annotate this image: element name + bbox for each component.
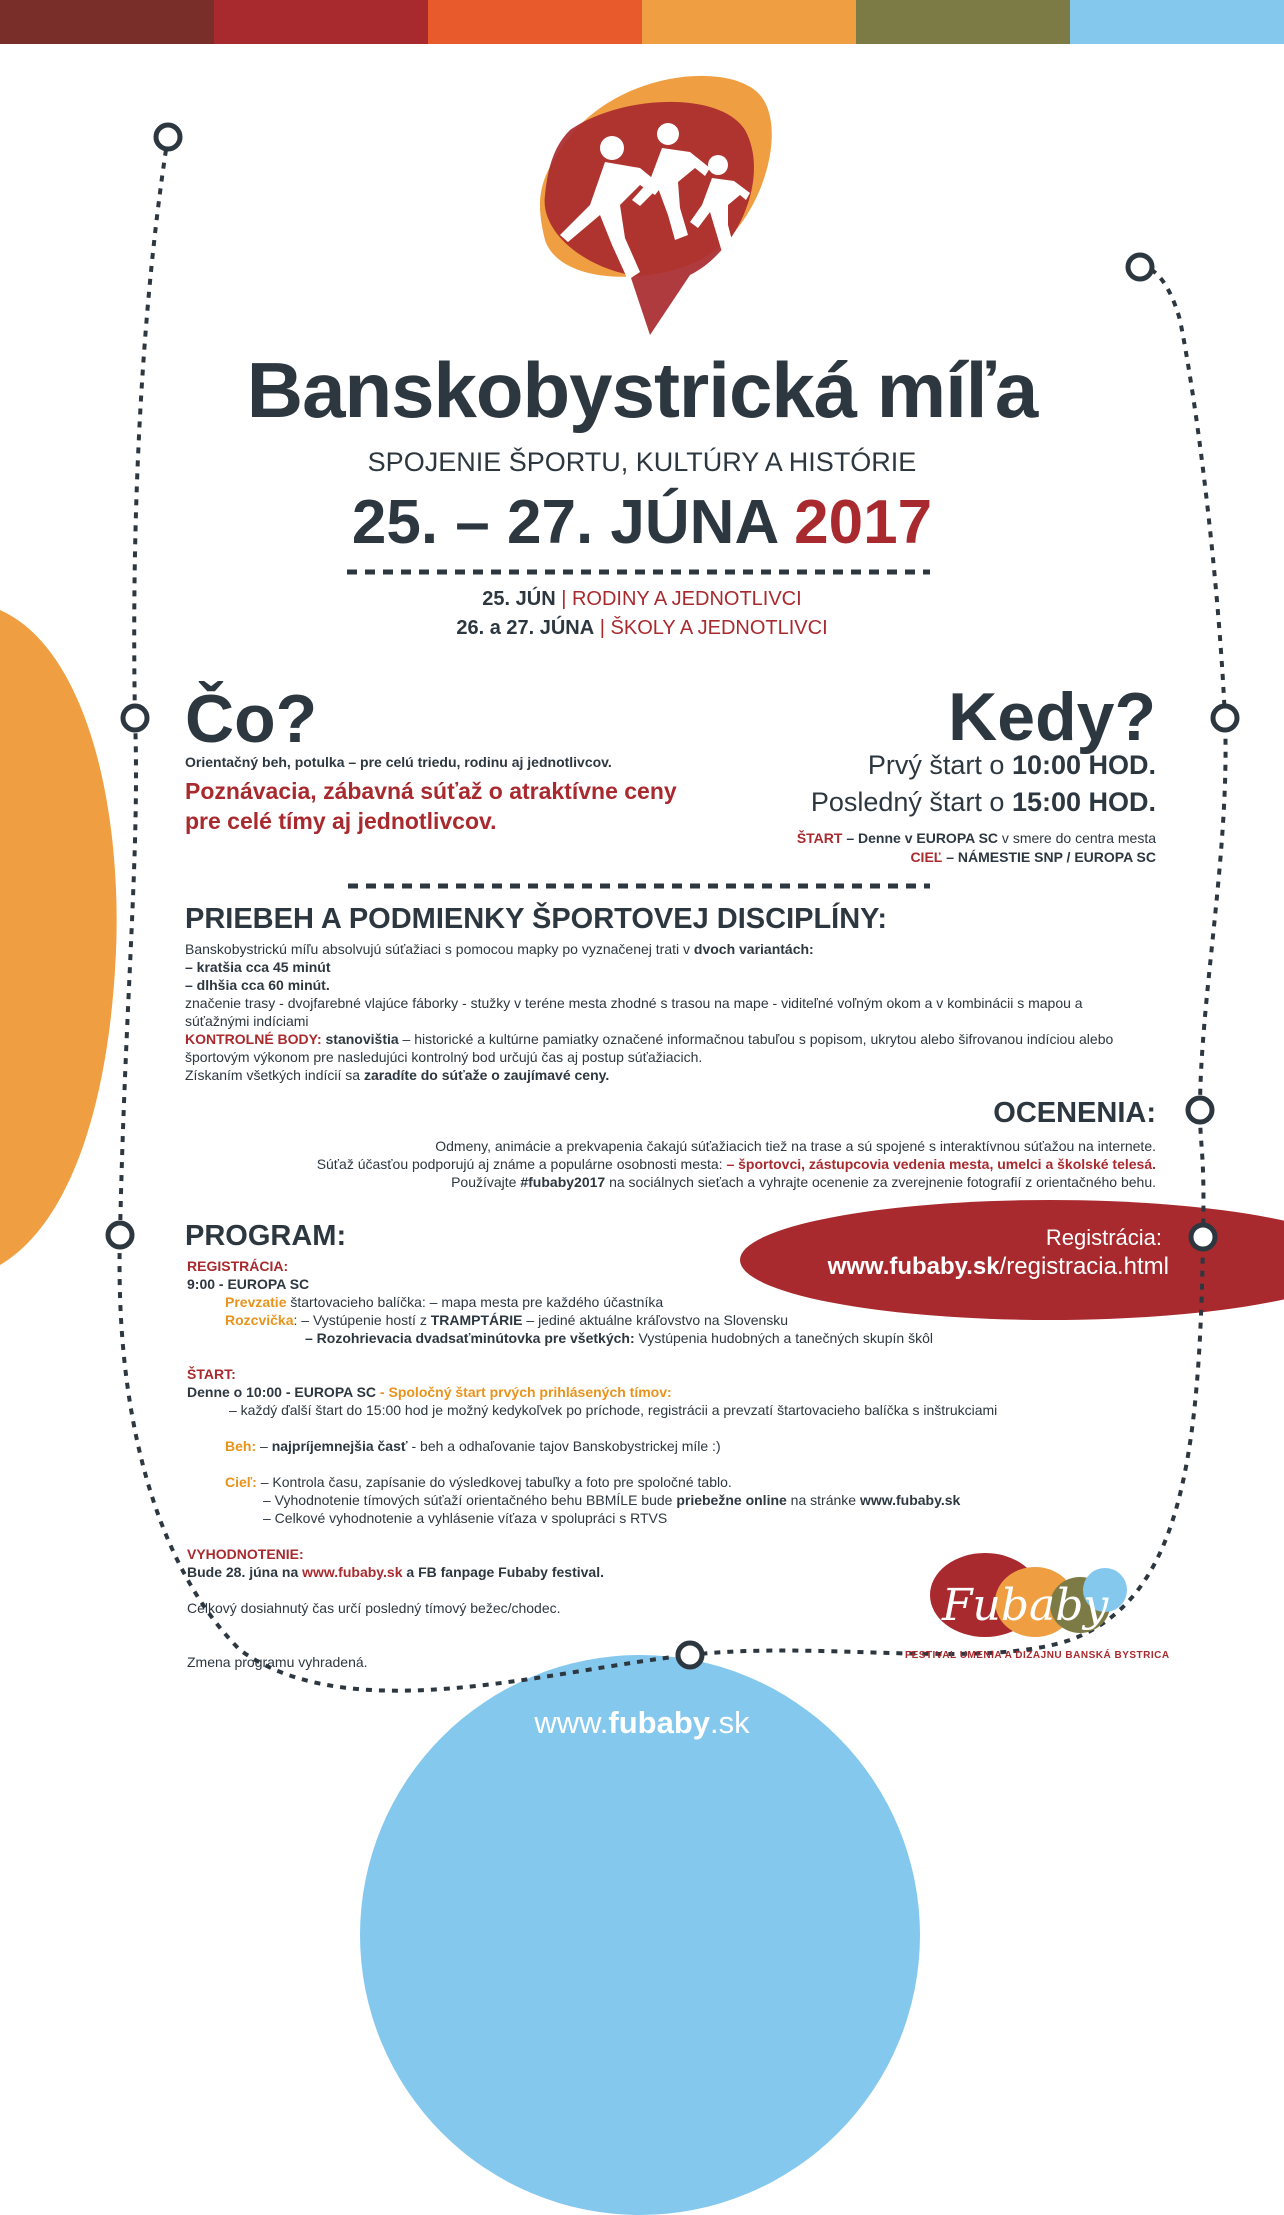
co-line-1: Orientačný beh, potulka – pre celú triedu, rodinu aj jednotlivcov. — [185, 754, 612, 770]
program-ciel-2: – Vyhodnotenie tímových súťaží orientačného behu BBMÍLE bude priebežne online na stránke www.fubaby.sk — [263, 1492, 961, 1508]
first-start — [868, 750, 1156, 781]
program-heading: PROGRAM: — [185, 1220, 347, 1252]
start-location — [797, 830, 1156, 846]
last-start-time: 15:00 HOD. — [1011, 787, 1156, 817]
ocenenia-heading: OCENENIA: — [993, 1097, 1156, 1129]
day-2-label: | ŠKOLY A JEDNOTLIVCI — [599, 617, 828, 639]
ocenenia-body — [156, 1137, 1156, 1191]
route-node-1 — [156, 125, 180, 149]
dates-range: 25. – 27. JÚNA — [351, 488, 777, 557]
route-node-6 — [108, 1223, 132, 1247]
program-beh: Beh: – najpríjemnejšia časť - beh a odhaľovanie tajov Banskobystrickej míle :) — [225, 1438, 721, 1454]
start-text: – Denne v EUROPA SC — [842, 830, 999, 846]
program-celkovy: Celkový dosiahnutý čas určí posledný tímový bežec/chodec. — [187, 1600, 561, 1616]
program-prevzatie: Prevzatie štartovacieho balíčka: – mapa mesta pre každého účastníka — [225, 1294, 664, 1310]
day-1-date: 25. JÚN — [482, 588, 556, 610]
route-node-3 — [123, 706, 147, 730]
page-title: Banskobystrická míľa — [246, 346, 1038, 434]
program-zmena: Zmena programu vyhradená. — [187, 1654, 368, 1670]
co-line-2: Poznávacia, zábavná súťaž o atraktívne ceny pre celé tímy aj jednotlivcov. — [185, 778, 677, 834]
registration-url-path[interactable]: /registracia.html — [999, 1253, 1169, 1280]
priebeh-line-5: KONTROLNÉ BODY: stanovištia – historické a kultúrne pamiatky označené informačnou tabuľou s popisom, ukrytou alebo šifrovanou indíciou alebo športovým výkonom pre nasledujúci kontrolný bod určujú čas aj postup súťažiacich. — [185, 1031, 1114, 1065]
start-rest: v smere do centra mesta — [998, 830, 1156, 846]
page-subtitle: SPOJENIE ŠPORTU, KULTÚRY A HISTÓRIE — [367, 447, 917, 477]
footer-web-prefix: www. — [534, 1705, 609, 1740]
registration-url-domain[interactable]: www.fubaby.sk — [827, 1253, 1000, 1280]
program-start-detail: – každý ďalší štart do 15:00 hod je možný kedykoľvek po príchode, registrácii a prevzatí štartovacieho balíčka s inštrukciami — [229, 1402, 998, 1418]
ciel-location — [910, 849, 1156, 865]
footer-website[interactable] — [0, 1705, 1284, 1741]
priebeh-line-4: značenie trasy - dvojfarebné vlajúce fáborky - stužky v teréne mesta zhodné s trasou na mape - viditeľné voľným okom a v kombinácii s mapou a súťažnými indíciami — [185, 995, 1083, 1029]
left-orange-shape — [0, 610, 117, 1265]
priebeh-body — [185, 940, 1135, 1084]
co-heading: Čo? — [185, 681, 318, 757]
program-start-line: Denne o 10:00 - EUROPA SC - Spoločný štart prvých prihlásených tímov: — [187, 1384, 672, 1400]
priebeh-line-6: Získaním všetkých indícií sa zaradíte do súťaže o zaujímavé ceny. — [185, 1067, 610, 1083]
ciel-label: CIEĽ — [910, 849, 943, 865]
last-start-prefix: Posledný štart o — [810, 787, 1012, 817]
route-node-4 — [1213, 706, 1237, 730]
registration-label: Registrácia: — [1045, 1225, 1162, 1250]
program-start-label: ŠTART: — [187, 1366, 236, 1382]
fubaby-logo-icon — [930, 1550, 1130, 1645]
fubaby-logo-text: Fubaby — [942, 1580, 1109, 1631]
route-node-2 — [1128, 255, 1152, 279]
dates-year: 2017 — [794, 488, 933, 557]
program-rozohrievacia: – Rozohrievacia dvadsaťminútovka pre všetkých: Vystúpenia hudobných a tanečných skupín škôl — [305, 1330, 933, 1346]
program-vyh-label: VYHODNOTENIE: — [187, 1546, 304, 1562]
footer-web-tld: .sk — [710, 1705, 750, 1740]
program-reg-label: REGISTRÁCIA: — [187, 1258, 289, 1274]
kedy-heading: Kedy? — [948, 679, 1156, 755]
ocenenia-line-1: Odmeny, animácie a prekvapenia čakajú súťažiacich tiež na trase a sú spojené s interaktívnou súťažou na internete. — [435, 1138, 1156, 1154]
program-vyh-line: Bude 28. júna na www.fubaby.sk a FB fanpage Fubaby festival. — [187, 1564, 604, 1580]
festival-caption: FESTIVAL UMENIA A DIZAJNU BANSKÁ BYSTRICA — [905, 1650, 1170, 1661]
ciel-text: – NÁMESTIE SNP / EUROPA SC — [942, 849, 1156, 865]
day-2 — [0, 617, 1284, 640]
program-rozcvicka: Rozcvička: – Vystúpenie hostí z TRAMPTÁRIE – jediné aktuálne kráľovstvo na Slovensku — [225, 1312, 789, 1328]
priebeh-line-3: – dlhšia cca 60 minút. — [185, 977, 330, 993]
last-start — [811, 787, 1156, 818]
day-1-label: | RODINY A JEDNOTLIVCI — [561, 588, 802, 610]
priebeh-heading: PRIEBEH A PODMIENKY ŠPORTOVEJ DISCIPLÍNY: — [185, 903, 888, 935]
first-start-prefix: Prvý štart o — [867, 750, 1012, 780]
runners-logo-icon — [540, 76, 772, 335]
program-reg-time: 9:00 - EUROPA SC — [187, 1276, 310, 1292]
route-node-7 — [1191, 1225, 1215, 1249]
start-label: ŠTART — [796, 830, 843, 846]
ocenenia-line-2: Súťaž účasťou podporujú aj známe a populárne osobnosti mesta: – športovci, zástupcovia vedenia mesta, umelci a školské telesá. — [316, 1156, 1156, 1172]
route-node-5 — [1188, 1098, 1212, 1122]
program-ciel: Cieľ: – Kontrola času, zapísanie do výsledkovej tabuľky a foto pre spoločné tablo. — [225, 1474, 732, 1490]
priebeh-line-1: Banskobystrickú míľu absolvujú súťažiaci s pomocou mapky po vyznačenej trati v dvoch variantách: — [185, 941, 814, 957]
program-ciel-3: – Celkové vyhodnotenie a vyhlásenie víťaza v spolupráci s RTVS — [263, 1510, 668, 1526]
ocenenia-line-3: Používajte #fubaby2017 na sociálnych sieťach a vyhrajte ocenenie za zverejnenie fotografií z orientačného behu. — [451, 1174, 1156, 1190]
event-dates — [0, 487, 1284, 558]
first-start-time: 10:00 HOD. — [1011, 750, 1156, 780]
day-1 — [0, 588, 1284, 611]
day-2-date: 26. a 27. JÚNA — [456, 617, 595, 639]
priebeh-line-2: – kratšia cca 45 minút — [185, 959, 331, 975]
footer-web-domain: fubaby — [608, 1705, 711, 1740]
